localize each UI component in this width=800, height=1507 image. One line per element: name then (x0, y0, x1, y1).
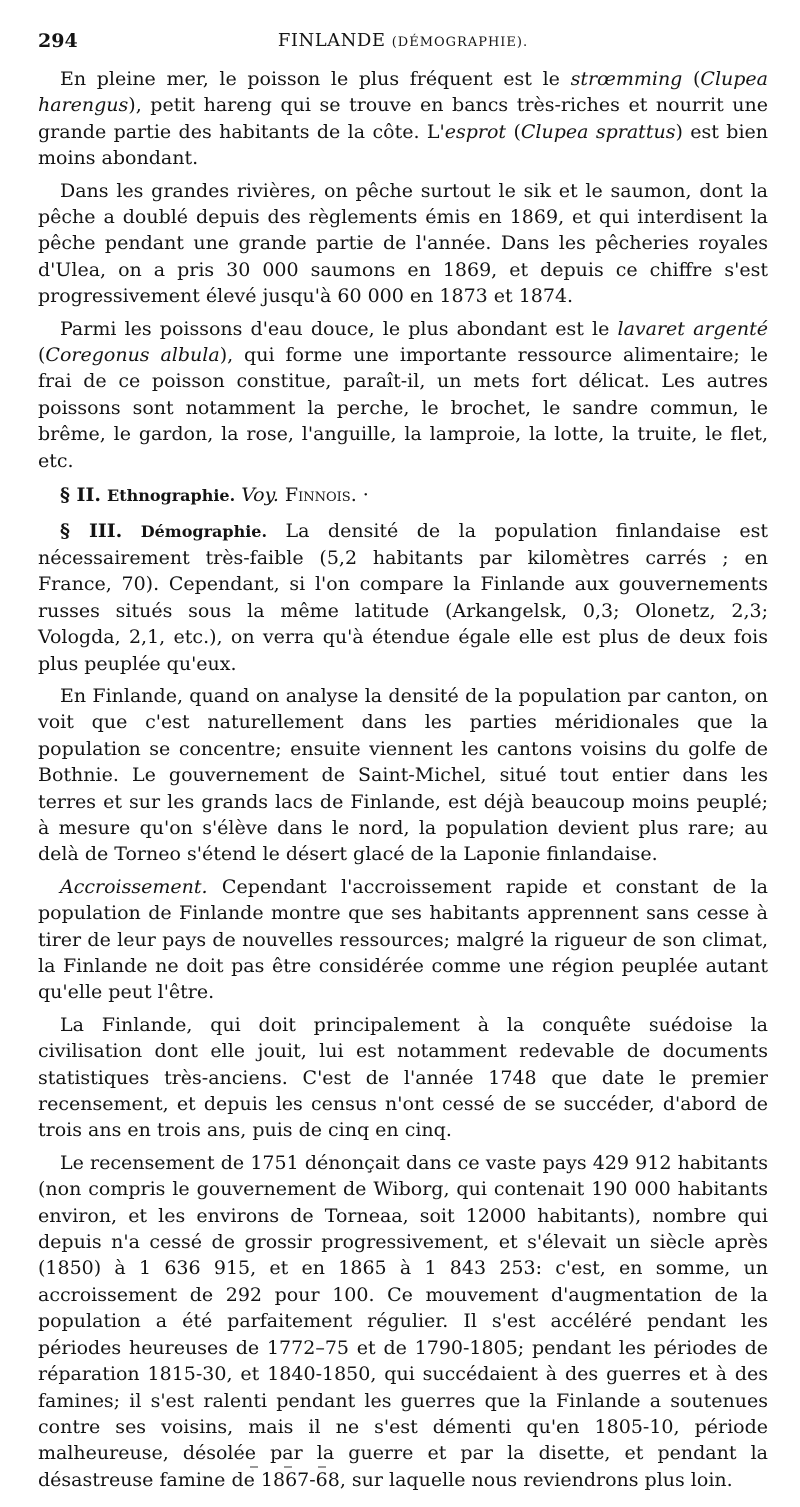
text-run: Cependant l'accroissement rapide et constant de la population de Finlande montre que ses habitants apprennent sans cesse à tirer de leur pays de nouvelles ressources; malgré la rigueur de son climat, la Finlande ne doit pas être considérée comme une région peuplée autant qu'elle peut l'être. (38, 875, 768, 1004)
text-run: En pleine mer, le poisson le plus fréquent est le (60, 68, 571, 90)
text-run: ) est bien moins abondant. (38, 120, 769, 170)
paragraph-rivers: Dans les grandes rivières, on pêche surtout le sik et le saumon, dont la pêche a doublé depuis des règlements émis en 1869, et qui interdisent la pêche pendant une grande partie de l'année. Dans les pêcheries royales d'Ulea, on a pris 30 000 saumons en 1869, et depuis ce chiffre s'est progressivement élevé jusqu'à 60 000 en 1873 et 1874. (38, 179, 768, 308)
cross-reference: Finnois. (284, 484, 357, 507)
running-title-sub: (DÉMOGRAPHIE). (391, 35, 529, 50)
italic-term: Clupea harengus (38, 68, 769, 117)
paragraph-fish-sea (38, 66, 768, 172)
paragraph-density-canton: En Finlande, quand on analyse la densité de la population par canton, on voit que c'est naturellement dans les parties méridionales que la population se concentre; ensuite viennent les cantons voisins du golfe de Bothnie. Le gouvernement de Saint-Michel, situé tout entier dans les terres et sur les grands lacs de Finlande, est déjà beaucoup moins peuplé; à mesure qu'on s'élève dans le nord, la population devient plus rare; au delà de Torneo s'étend le désert glacé de la Laponie finlandaise. (38, 684, 768, 866)
stray-mark: · (362, 484, 369, 507)
section-ethnographie (38, 482, 768, 509)
text-run: ), qui forme une importante ressource alimentaire; le frai de ce poisson constitue, paraît-il, un mets fort délicat. Les autres poissons sont notamment la perche, le brochet, le sandre commun, le brême, le gardon, la rose, l'anguille, la lamproie, la lotte, la truite, le flet, etc. (38, 344, 768, 472)
section-demographie (38, 518, 768, 677)
paragraph-freshwater-fish (38, 316, 768, 474)
italic-term: esprot (444, 120, 507, 143)
running-title-main: FINLANDE (277, 30, 386, 51)
footer-dash (250, 1466, 258, 1468)
see-reference: Voy. (241, 484, 279, 507)
section-title: Ethnographie. (107, 486, 236, 506)
subsection-title: Accroissement. (60, 875, 208, 898)
text-run: ( (506, 120, 521, 143)
footer-dash (284, 1466, 292, 1468)
page (38, 28, 768, 1499)
running-header (38, 28, 768, 54)
running-title (38, 28, 768, 56)
paragraph-accroissement (38, 874, 768, 1006)
paragraph-census-history: La Finlande, qui doit principalement à la conquête suédoise la civilisation dont elle jouit, lui est notamment redevable de documents statistiques très-anciens. C'est de l'année 1748 que date le premier recensement, et depuis les census n'ont cessé de se succéder, d'abord de trois ans en trois ans, puis de cinq en cinq. (38, 1013, 768, 1142)
paragraph-census-1751: Le recensement de 1751 dénonçait dans ce vaste pays 429 912 habitants (non compris le gouvernement de Wiborg, qui contenait 190 000 habitants environ, et les environs de Torneaa, soit 12000 habitants), nombre qui depuis n'a cessé de grossir progressivement, et s'élevait un siècle après (1850) à 1 636 915, et en 1865 à 1 843 253: c'est, en somme, un accroissement de 292 pour 100. Ce mouvement d'augmentation de la population a été parfaitement régulier. Il s'est accéléré pendant les périodes heureuses de 1772–75 et de 1790-1805; pendant les périodes de réparation 1815-30, et 1840-1850, qui succédaient à des guerres et à des famines; il s'est ralenti pendant les guerres que la Finlande a soutenues contre ses voisins, mais il ne s'est démenti qu'en 1805-10, période malheureuse, désolée par la guerre et par la disette, et pendant la désastreuse famine de 1867-68, sur laquelle nous reviendrons plus loin. (38, 1151, 768, 1491)
text-run: ), petit hareng qui se trouve en bancs très-riches et nourrit une grande partie des habitants de la côte. L' (38, 94, 768, 143)
text-run: La densité de la population finlandaise est nécessairement très-faible (5,2 habitants par kilomètres carrés ; en France, 70). Cependant, si l'on compare la Finlande aux gouvernements russes situés sous la même latitude (Arkangelsk, 0,3; Olonetz, 2,3; Vologda, 2,1, etc.), on verra qu'à étendue égale elle est plus de deux fois plus peuplée qu'eux. (38, 519, 768, 675)
italic-term: strœmming (570, 68, 683, 90)
italic-term: Coregonus albula (45, 344, 220, 367)
text-run: Parmi les poissons d'eau douce, le plus abondant est le (60, 317, 618, 340)
section-number: § II. (60, 484, 101, 507)
footer-marks (250, 1466, 360, 1472)
italic-term: Clupea sprattus (520, 120, 676, 143)
page-number: 294 (38, 30, 78, 52)
section-number: § III. (60, 519, 123, 542)
italic-term: lavaret argenté (617, 317, 768, 340)
section-title: Démographie. (140, 521, 268, 541)
text-run: ( (682, 68, 701, 90)
footer-dash (318, 1466, 326, 1468)
text-run: ( (38, 344, 46, 367)
